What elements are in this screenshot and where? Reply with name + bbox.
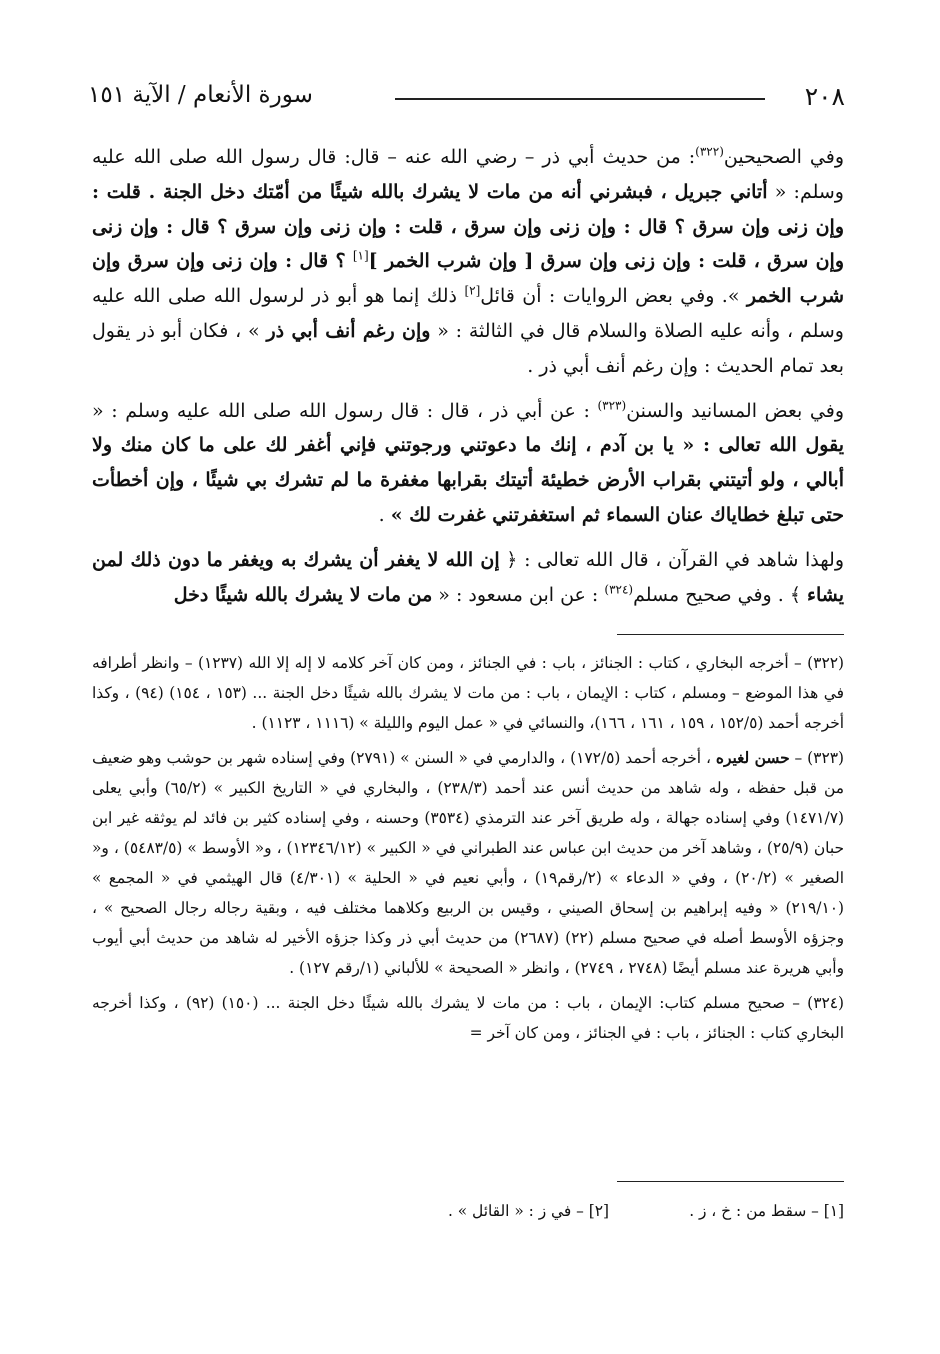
text-run: : عن ابن مسعود : « (432, 583, 605, 606)
text-run: ولهذا شاهد في القرآن ، قال الله تعالى : ﴿ (499, 548, 845, 571)
text-run: » ، فكان أبو ذر يقول بعد تمام الحديث : وإن رغم أنف أبي ذر . (92, 319, 844, 377)
paragraph (92, 543, 844, 613)
variants-separator (617, 1181, 844, 1182)
main-text (92, 140, 844, 612)
footnote-324 (92, 988, 844, 1048)
header-rule (395, 98, 765, 100)
footnote-marker: (٣٢٤) (604, 582, 634, 597)
emphasized-text: وإن رغم أنف أبي ذر (266, 319, 431, 342)
footnote-separator (617, 634, 844, 635)
footnote-323 (92, 743, 844, 983)
emphasized-text: ؟ قال : وإن زنى وإن سرق وإن شرب الخمر (92, 250, 844, 308)
running-title: سورة الأنعام / الآية ١٥١ (88, 82, 313, 108)
text-run: ذلك إنما هو أبو ذر لرسول الله صلى الله عليه وسلم ، وأنه عليه الصلاة والسلام قال في الثالثة : « (92, 285, 844, 342)
emphasized-text: إن الله لا يغفر أن يشرك به ويغفر ما دون ذلك لمن يشاء (92, 548, 844, 606)
footnote-marker: [١] (352, 249, 369, 264)
footnote-marker: (٣٢٣) (597, 398, 627, 413)
variant-note: [١] – سقط من : خ ، ز . (689, 1202, 844, 1220)
text-run: ، أخرجه أحمد (١٧٢/٥) ، والدارمي في « السنن » (٢٧٩١) وفي إسناده شهر بن حوشب وهو ضعيف من قبل حفظه ، وله شاهد من حديث أنس عند أحمد (٢٣٨/٣) ، والبخاري في « التاريخ الكبير » (٦٥/٢) وأبي يعلى (١٤٧١/٧) وفي إسناده جهالة ، وله طريق آخر عند الترمذي (٣٥٣٤) وحسنه ، وفي إسناده كثير بن فائد لم يوثقه غير ابن حبان (٢٥/٩) ، وشاهد آخر من حديث ابن عباس عند الطبراني في « الكبير » (١٢٣٤٦/١٢) ، و« الأوسط » (٥٤٨٣/٥) ، و« الصغير » (٢٠/٢) ، وفي « الدعاء » (٢/رقم١٩) ، وأبي نعيم في « الحلية » (٤/٣٠١) قال الهيثمي في « المجمع » (٢١٩/١٠) « وفيه إبراهيم بن إسحاق الصيني ، وقيس بن الربيع وكلاهما مختلف فيه ، وبقية رجاله رجال الصحيح » ، وجزؤه الأوسط أصله في صحيح مسلم (٢٢) (٢٦٨٧) من حديث أبي ذر وكذا جزؤه الأخير له شاهد من حديث أبي أيوب وأبي هريرة عند مسلم أيضًا (٢٧٤٨ ، ٢٧٤٩) ، وانظر « الصحيحة » للألباني (١/رقم ١٢٧) . (92, 749, 844, 977)
page-number: ٢٠٨ (804, 82, 845, 111)
text-run: : من حديث أبي ذر – رضي الله عنه – قال: قال رسول الله صلى الله عليه وسلم: « (92, 146, 844, 203)
footnote-marker: [٢] (464, 283, 481, 298)
paragraph (92, 140, 844, 384)
footnote-322 (92, 648, 844, 738)
variant-note: [٢] – في ز : « القائل » . (447, 1202, 609, 1220)
emphasized-text: يقول الله تعالى : « يا بن آدم ، إنك ما دعوتني ورجوتني فإني أغفر لك على ما كان منك ولا أبالي ، ولو أتيتني بقراب الأرض خطيئة أتيتك بقرابها مغفرة ما لم تشرك بي شيئًا ، وإن أخطأت حتى تبلغ خطاياك عنان السماء ثم استغفرتني غفرت لك » (92, 434, 844, 526)
footnotes (92, 648, 844, 1053)
paragraph (92, 394, 844, 533)
emphasized-text: أتاني جبريل ، فبشرني أنه من مات لا يشرك بالله شيئًا من أمّتك دخل الجنة . قلت : وإن زنى وإن سرق ؟ قال : وإن زنى وإن سرق ، قلت : وإن زنى وإن سرق ؟ قال : وإن زنى وإن سرق ، قلت : وإن زنى وإن سرق [ وإن شرب الخمر ] (92, 180, 844, 273)
text-run: ﴾ . وفي صحيح مسلم (633, 583, 808, 606)
text-run: (٣٢٣) – (789, 749, 844, 767)
footnote-marker: (٣٢٢) (695, 144, 724, 159)
emphasized-text: حسن لغيره (715, 749, 790, 767)
running-header (88, 78, 845, 112)
text-run: وفي الصحيحين (723, 146, 844, 168)
text-run: (٣٢٢) – أخرجه البخاري ، كتاب : الجنائز ، باب : في الجنائز ، ومن كان آخر كلامه لا إله إلا الله (١٢٣٧) – وانظر أطرافه في هذا الموضع – ومسلم ، كتاب : الإيمان ، باب : من مات لا يشرك بالله شيئًا دخل الجنة ... (١٥٣ ، ١٥٤) (٩٤) ، وكذا أخرجه أحمد (١٥٢/٥ ، ١٥٩ ، ١٦١ ، ١٦٦)، والنسائي في « عمل اليوم والليلة » (١١١٦ ، ١١٢٣) . (92, 654, 844, 732)
text-run: وفي بعض المسانيد والسنن (626, 399, 844, 422)
text-run: : عن أبي ذر ، قال : قال رسول الله صلى الله عليه وسلم : « (92, 399, 598, 422)
emphasized-text: من مات لا يشرك بالله شيئًا دخل (173, 583, 433, 606)
text-run: . (378, 503, 391, 526)
text-run: ». وفي بعض الروايات : أن قائل (480, 285, 747, 308)
text-run: (٣٢٤) – صحيح مسلم كتاب: الإيمان ، باب : من مات لا يشرك بالله شيئًا دخل الجنة ... (١٥٠) (٩٢) ، وكذا أخرجه البخاري كتاب : الجنائز ، باب : في الجنائز ، ومن كان آخر = (92, 994, 845, 1042)
